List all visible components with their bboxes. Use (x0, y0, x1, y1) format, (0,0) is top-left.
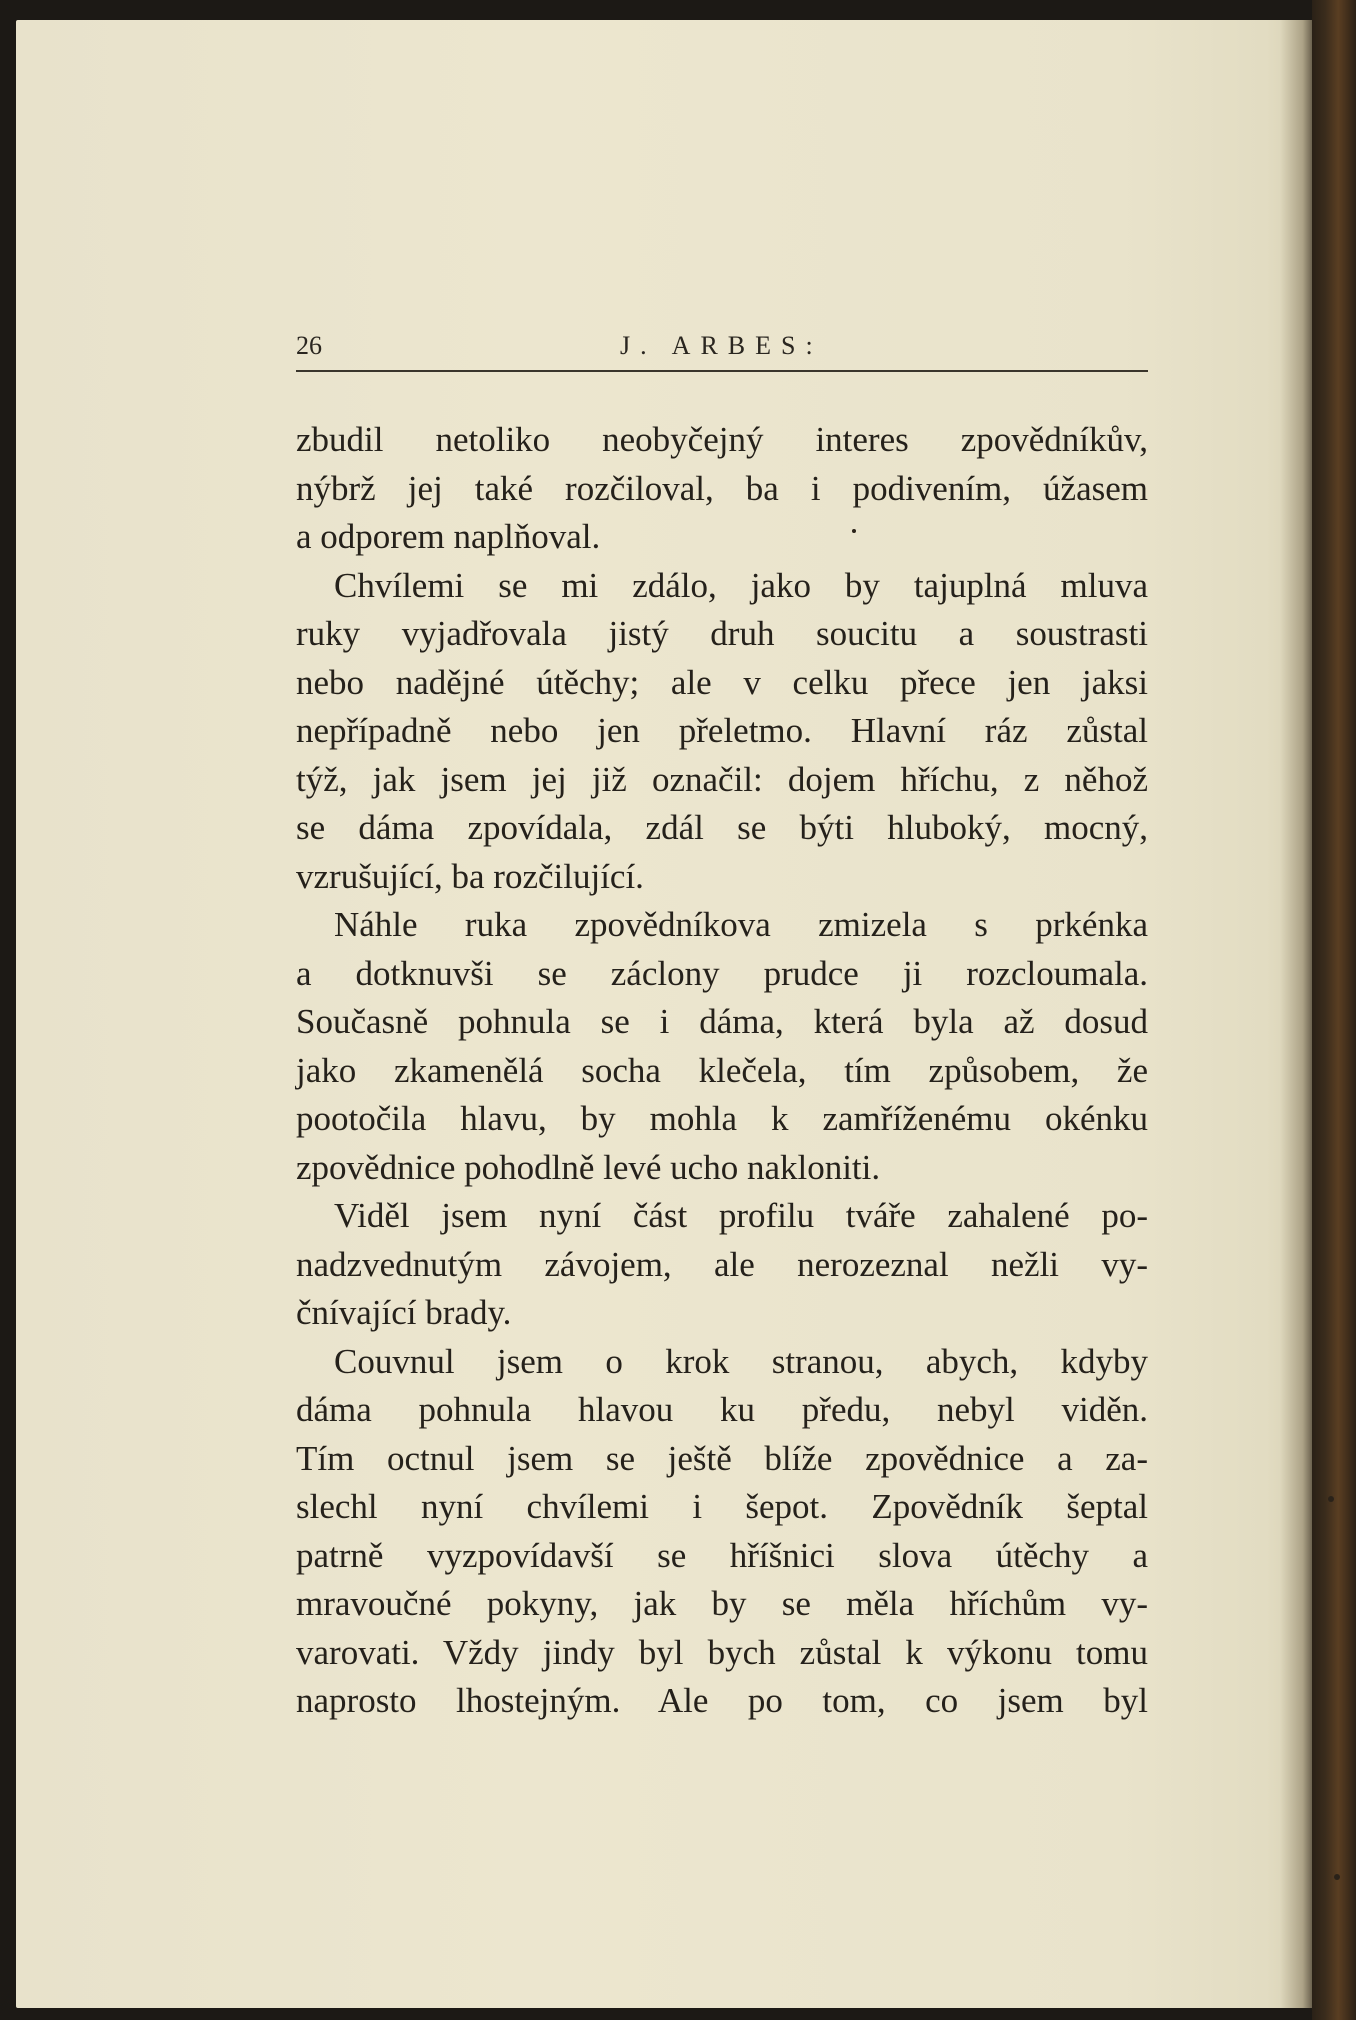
text-line: Současně pohnula se i dáma, která byla až dosud (296, 1002, 1148, 1041)
text-line: zpovědnice pohodlně levé ucho nakloniti. (296, 1147, 881, 1187)
text-line: Chvílemi se mi zdálo, jako by tajuplná mluva (334, 565, 1148, 605)
text-line: slechl nyní chvílemi i šepot. Zpovědník šeptal (296, 1487, 1148, 1526)
text-line: Náhle ruka zpovědníkova zmizela s prkénka (334, 905, 1148, 944)
text-line: zbudil netoliko neobyčejný interes zpovědníkův, (296, 420, 1148, 459)
header-rule (296, 370, 1148, 372)
text-line: se dáma zpovídala, zdál se býti hluboký, mocný, (296, 808, 1148, 847)
text-line: patrně vyzpovídavší se hříšnici slova útěchy a (296, 1535, 1148, 1575)
text-line: vzrušující, ba rozčilující. (296, 856, 644, 896)
text-line: Couvnul jsem o krok stranou, abych, kdyby (334, 1341, 1148, 1381)
text-line: a odporem naplňoval. (296, 517, 601, 556)
paper-speck (852, 529, 856, 533)
text-line: varovati. Vždy jindy byl bych zůstal k výkonu tomu (296, 1632, 1148, 1672)
text-line: Tím octnul jsem se ještě blíže zpovědnice a za- (296, 1438, 1148, 1478)
text-line: týž, jak jsem jej již označil: dojem hříchu, z něhož (296, 759, 1148, 799)
text-line: naprosto lhostejným. Ale po tom, co jsem byl (296, 1681, 1148, 1720)
page-number: 26 (296, 331, 322, 360)
text-line: nebo nadějné útěchy; ale v celku přece jen jaksi (296, 662, 1148, 702)
text-line: mravoučné pokyny, jak by se měla hříchům vy- (296, 1584, 1148, 1623)
body-text (296, 416, 1148, 1726)
book-edge (1312, 0, 1356, 2020)
paper-speck (1334, 1874, 1340, 1880)
page-header (296, 328, 1148, 372)
running-head: J. ARBES: (620, 331, 823, 360)
text-line: nýbrž jej také rozčiloval, ba i podivením, úžasem (296, 468, 1148, 508)
text-line: nadzvednutým závojem, ale nerozeznal nežli vy- (296, 1244, 1148, 1284)
text-line: dáma pohnula hlavou ku předu, nebyl viděn. (296, 1390, 1148, 1429)
text-line: Viděl jsem nyní část profilu tváře zahalené po- (334, 1196, 1148, 1235)
text-line: pootočila hlavu, by mohla k zamříženému okénku (296, 1099, 1148, 1138)
text-line: nepřípadně nebo jen přeletmo. Hlavní ráz zůstal (296, 711, 1148, 750)
paper-speck (1328, 1496, 1334, 1502)
text-line: jako zkamenělá socha klečela, tím způsobem, že (296, 1050, 1148, 1090)
text-line: a dotknuvši se záclony prudce ji rozcloumala. (296, 953, 1148, 993)
text-line: čnívající brady. (296, 1293, 512, 1332)
text-line: ruky vyjadřovala jistý druh soucitu a soustrasti (296, 614, 1148, 653)
